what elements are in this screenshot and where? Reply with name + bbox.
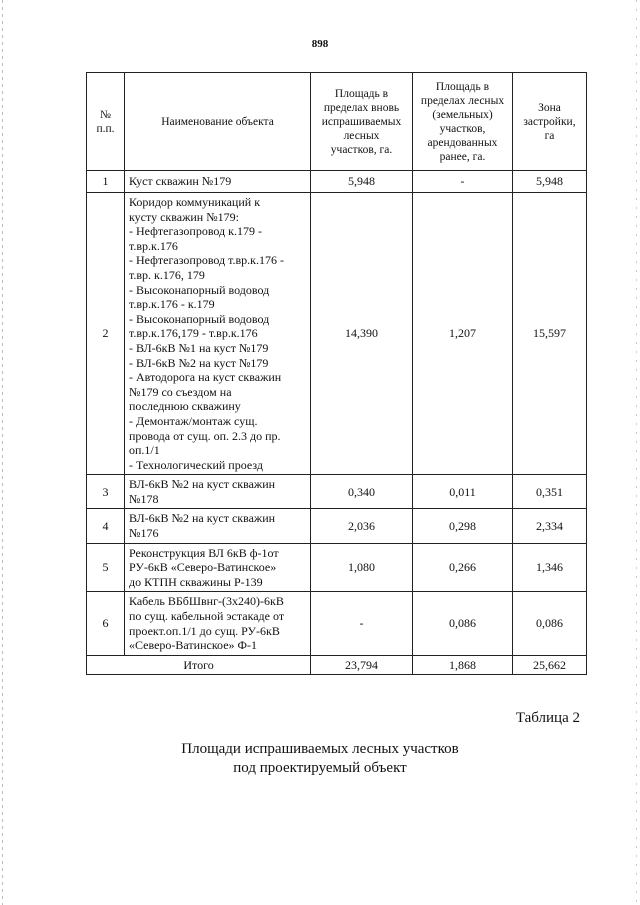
row-leased-area: 0,011 — [413, 475, 513, 509]
row-name: ВЛ-6кВ №2 на куст скважин №178 — [125, 475, 311, 509]
row-num: 3 — [87, 475, 125, 509]
header-num: № п.п. — [87, 73, 125, 171]
row-new-area: 2,036 — [311, 509, 413, 543]
table-row — [87, 171, 587, 193]
row-new-area: 14,390 — [311, 193, 413, 475]
table-label: Таблица 2 — [515, 710, 580, 726]
table-row — [87, 592, 587, 655]
row-name: Реконструкция ВЛ 6кВ ф-1от РУ-6кВ «Северо-Ватинское» до КТПН скважины Р-139 — [125, 543, 311, 592]
row-leased-area: 1,207 — [413, 193, 513, 475]
total-row — [87, 655, 587, 675]
table-row — [87, 543, 587, 592]
header-leased-area: Площадь в пределах лесных (земельных) участков, арендованных ранее, га. — [413, 73, 513, 171]
row-zone: 0,351 — [513, 475, 587, 509]
row-zone: 0,086 — [513, 592, 587, 655]
row-name: Куст скважин №179 — [125, 171, 311, 193]
row-new-area: 0,340 — [311, 475, 413, 509]
forest-area-table — [86, 72, 587, 675]
table-row — [87, 509, 587, 543]
row-num: 2 — [87, 193, 125, 475]
total-zone: 25,662 — [513, 655, 587, 675]
row-num: 4 — [87, 509, 125, 543]
total-label: Итого — [87, 655, 311, 675]
header-zone: Зона застройки, га — [513, 73, 587, 171]
header-new-area: Площадь в пределах вновь испрашиваемых лесных участков, га. — [311, 73, 413, 171]
table-caption: Площади испрашиваемых лесных участков под проектируемый объект — [181, 741, 459, 776]
row-zone: 1,346 — [513, 543, 587, 592]
table-header-row — [87, 73, 587, 171]
row-new-area: 5,948 — [311, 171, 413, 193]
table-row — [87, 193, 587, 475]
row-zone: 5,948 — [513, 171, 587, 193]
row-new-area: 1,080 — [311, 543, 413, 592]
table-row — [87, 475, 587, 509]
row-num: 6 — [87, 592, 125, 655]
row-leased-area: 0,086 — [413, 592, 513, 655]
row-leased-area: 0,266 — [413, 543, 513, 592]
row-zone: 15,597 — [513, 193, 587, 475]
row-name: Кабель ВБбШвнг-(3х240)-6кВ по сущ. кабельной эстакаде от проект.оп.1/1 до сущ. РУ-6кВ «Северо-Ватинское» Ф-1 — [125, 592, 311, 655]
row-name: Коридор коммуникаций к кусту скважин №179: - Нефтегазопровод к.179 - т.вр.к.176 - Нефтегазопровод т.вр.к.176 - т.вр. к.176, 179 - Высоконапорный водовод т.вр.к.176 - к.179 - Высоконапорный водовод т.вр.к.176,179 - т.вр.к.176 - ВЛ-6кВ №1 на куст №179 - ВЛ-6кВ №2 на куст №179 - Автодорога на куст скважин №179 со съездом на последнюю скважину - Демонтаж/монтаж сущ. провода от сущ. оп. 2.3 до пр. оп.1/1 - Технологический проезд — [125, 193, 311, 475]
row-num: 5 — [87, 543, 125, 592]
row-new-area: - — [311, 592, 413, 655]
row-name: ВЛ-6кВ №2 на куст скважин №176 — [125, 509, 311, 543]
row-num: 1 — [87, 171, 125, 193]
total-new-area: 23,794 — [311, 655, 413, 675]
row-zone: 2,334 — [513, 509, 587, 543]
row-leased-area: 0,298 — [413, 509, 513, 543]
header-name: Наименование объекта — [125, 73, 311, 171]
total-leased-area: 1,868 — [413, 655, 513, 675]
row-leased-area: - — [413, 171, 513, 193]
page-number: 898 — [311, 38, 329, 50]
